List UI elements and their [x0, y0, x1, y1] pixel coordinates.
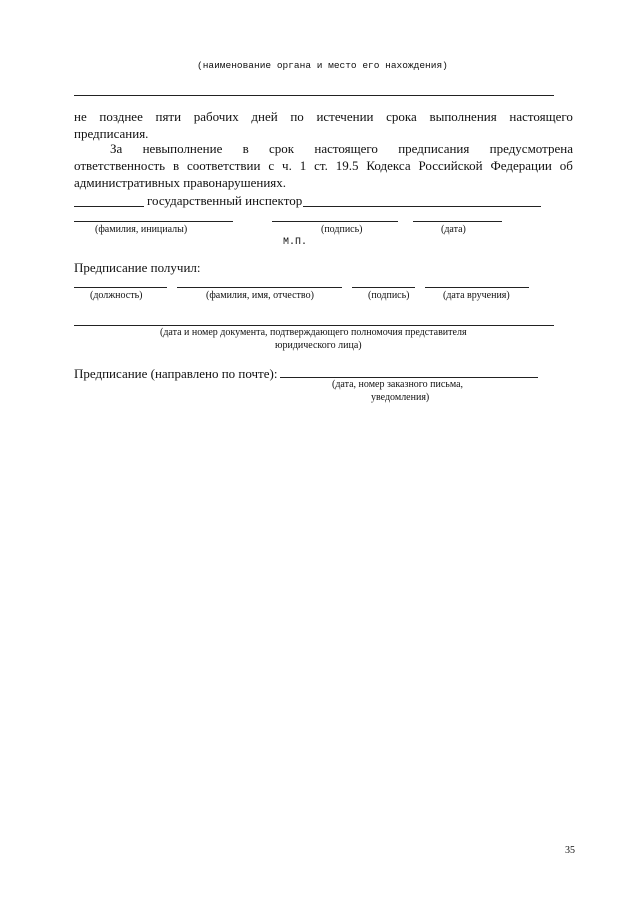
word: соответствии	[187, 158, 261, 173]
received-signature-caption: (подпись)	[368, 290, 410, 301]
inspector-name-caption: (фамилия, инициалы)	[95, 224, 188, 235]
received-signature-line	[352, 287, 415, 288]
mailed-line	[280, 377, 538, 378]
inspector-name-line	[303, 206, 541, 207]
received-position-line	[74, 287, 167, 288]
word: Кодекса	[366, 158, 411, 173]
received-label: Предписание получил:	[74, 260, 201, 275]
word: Федерации	[490, 158, 552, 173]
authority-caption-line2: юридического лица)	[275, 340, 362, 351]
word: 19.5	[335, 158, 359, 173]
word: выполнения	[429, 109, 497, 124]
received-date-caption: (дата вручения)	[443, 290, 510, 301]
word: с	[268, 158, 275, 173]
paragraph-deadline-line2: предписания.	[74, 126, 149, 141]
word: позднее	[99, 109, 143, 124]
word: ответственность	[74, 158, 166, 173]
word: об	[559, 158, 573, 173]
paragraph-liability-line2	[74, 157, 573, 174]
mailed-caption-line1: (дата, номер заказного письма,	[332, 379, 464, 390]
paragraph-liability-line1	[74, 140, 573, 157]
word: в	[242, 141, 249, 156]
received-fullname-line	[177, 287, 342, 288]
word: За	[110, 141, 123, 156]
word: ст.	[314, 158, 328, 173]
word: ч.	[282, 158, 292, 173]
word: 1	[299, 158, 307, 173]
word: настоящего	[314, 141, 378, 156]
word: по	[290, 109, 304, 124]
organ-line	[74, 95, 554, 96]
inspector-date-caption: (дата)	[441, 224, 466, 235]
received-position-caption: (должность)	[90, 290, 143, 301]
word: дней	[251, 109, 278, 124]
paragraph-liability	[74, 140, 573, 191]
page-number: 35	[565, 845, 575, 856]
word: срока	[386, 109, 417, 124]
word: рабочих	[193, 109, 239, 124]
word: срок	[269, 141, 295, 156]
mailed-label: Предписание (направлено по почте):	[74, 366, 278, 381]
mailed-caption-line2: уведомления)	[371, 392, 430, 403]
inspector-signature-line	[272, 221, 398, 222]
organ-caption: (наименование органа и место его нахождения)	[197, 60, 448, 71]
word: в	[172, 158, 180, 173]
paragraph-liability-line3: административных правонарушениях.	[74, 175, 286, 190]
received-date-line	[425, 287, 529, 288]
paragraph-deadline-line1	[74, 108, 573, 125]
word: не	[74, 109, 87, 124]
inspector-date-line	[413, 221, 502, 222]
stamp-placeholder: М.П.	[283, 237, 308, 248]
word: истечении	[316, 109, 374, 124]
word: предписания	[398, 141, 470, 156]
word: настоящего	[509, 109, 573, 124]
inspector-label: государственный инспектор	[147, 193, 303, 208]
paragraph-deadline	[74, 108, 573, 142]
word: пяти	[155, 109, 182, 124]
inspector-fullname-line	[74, 221, 233, 222]
authority-line	[74, 325, 554, 326]
word: Российской	[418, 158, 483, 173]
inspector-signature-caption: (подпись)	[321, 224, 363, 235]
inspector-position-line	[74, 206, 144, 207]
word: невыполнение	[142, 141, 223, 156]
received-fullname-caption: (фамилия, имя, отчество)	[206, 290, 314, 301]
authority-caption-line1: (дата и номер документа, подтверждающего полномочия представителя	[160, 327, 467, 338]
word: предусмотрена	[489, 141, 573, 156]
